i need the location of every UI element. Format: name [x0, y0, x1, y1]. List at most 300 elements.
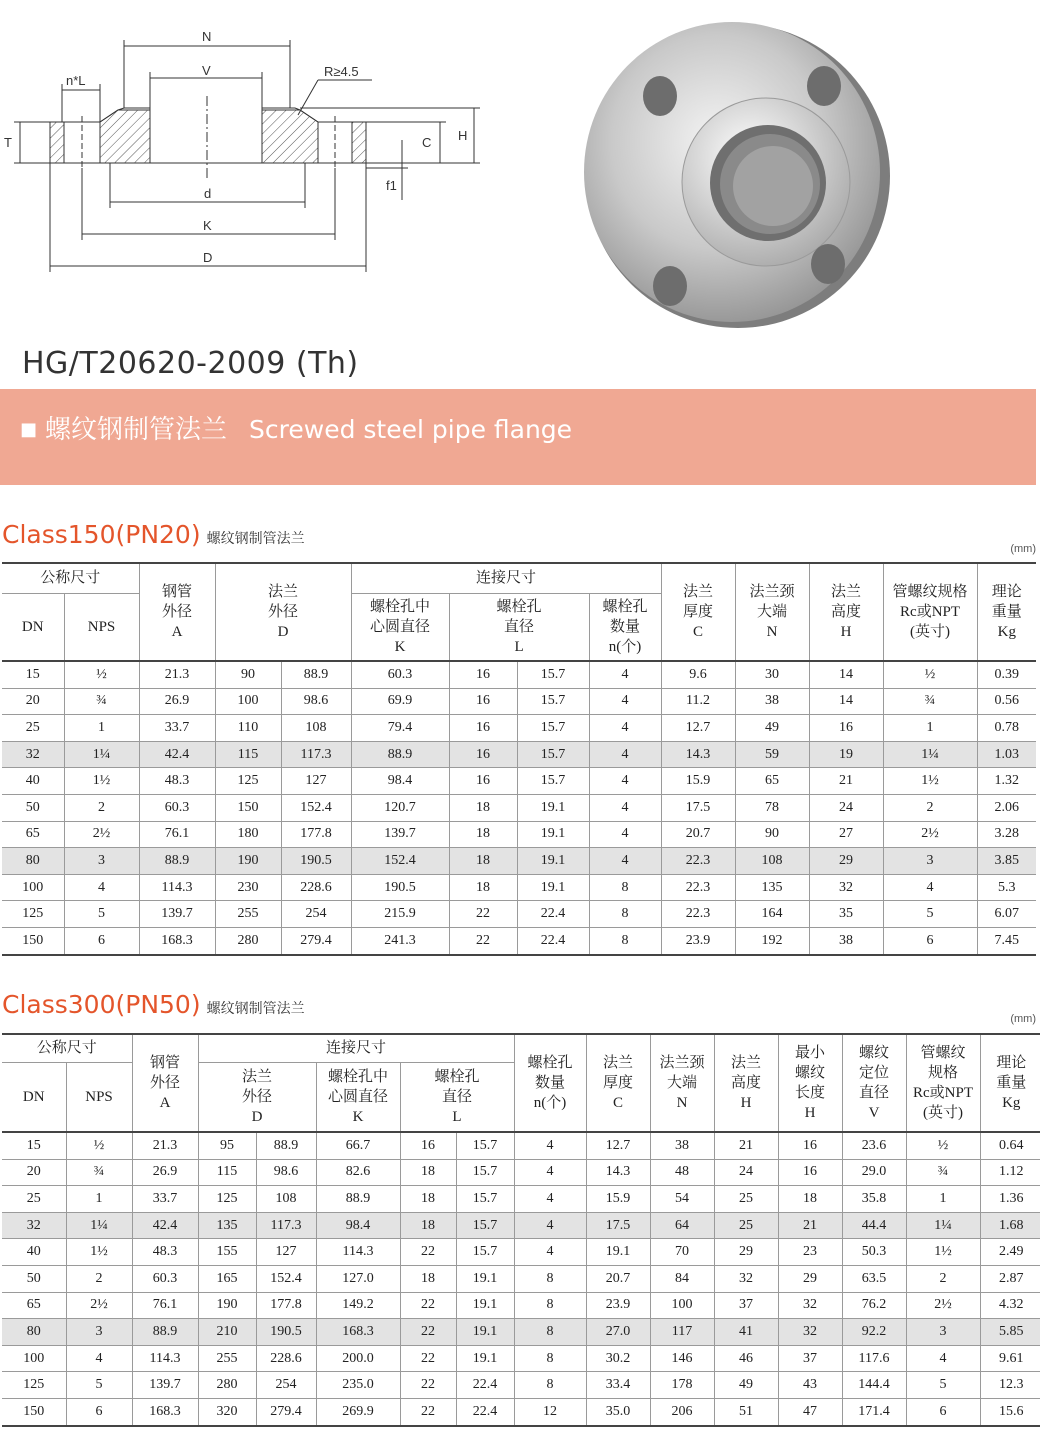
table-cell: 22.3 — [661, 901, 735, 928]
table-cell: 127 — [281, 768, 351, 795]
table-row — [2, 661, 1036, 688]
table-cell: 1.12 — [980, 1159, 1040, 1186]
table-cell: 155 — [198, 1239, 256, 1266]
header-nps: NPS — [66, 1062, 132, 1132]
table-cell: 210 — [198, 1319, 256, 1346]
label-N: N — [202, 29, 212, 44]
table-row — [2, 715, 1036, 742]
header-thread-pos: 螺纹 定位 直径 V — [842, 1034, 906, 1132]
label-C: C — [422, 135, 432, 150]
table-cell: 5 — [64, 901, 139, 928]
header-thickness: 法兰 厚度 C — [586, 1034, 650, 1132]
table-cell: 22 — [400, 1345, 456, 1372]
table-cell: 42.4 — [139, 741, 215, 768]
table-cell: 88.9 — [256, 1132, 316, 1159]
table-cell: 4 — [514, 1132, 586, 1159]
table-cell: 23.6 — [842, 1132, 906, 1159]
table-cell: 19.1 — [517, 821, 589, 848]
table-row — [2, 874, 1036, 901]
table-cell: 2½ — [66, 1292, 132, 1319]
table-cell: 1½ — [64, 768, 139, 795]
class300-heading — [2, 990, 305, 1019]
table-cell: 88.9 — [316, 1186, 400, 1213]
table-cell: 88.9 — [351, 741, 449, 768]
header-thread: 管螺纹 规格 Rc或NPT (英寸) — [906, 1034, 980, 1132]
table-cell: 22 — [400, 1372, 456, 1399]
table-cell: 1.68 — [980, 1212, 1040, 1239]
table-cell: 82.6 — [316, 1159, 400, 1186]
table-cell: 8 — [514, 1345, 586, 1372]
header-neck: 法兰颈 大端 N — [735, 563, 809, 661]
table-cell: 32 — [2, 741, 64, 768]
table-cell: 235.0 — [316, 1372, 400, 1399]
table-cell: 40 — [2, 1239, 66, 1266]
table-cell: 2 — [906, 1265, 980, 1292]
table-cell: 44.4 — [842, 1212, 906, 1239]
table-cell: 14 — [809, 688, 883, 715]
table-cell: 8 — [589, 874, 661, 901]
table-cell: 42.4 — [132, 1212, 198, 1239]
header-bolt-hole: 螺栓孔 直径 L — [449, 593, 589, 661]
table-cell: 117.6 — [842, 1345, 906, 1372]
table-cell: 33.7 — [139, 715, 215, 742]
table-cell: 150 — [2, 1398, 66, 1425]
table-cell: 50 — [2, 794, 64, 821]
table-cell: 23 — [778, 1239, 842, 1266]
table-cell: 19.1 — [517, 874, 589, 901]
banner-title-zh: 螺纹钢制管法兰 — [45, 415, 228, 445]
table-cell: 38 — [650, 1132, 714, 1159]
table-cell: 3.85 — [977, 848, 1036, 875]
table-cell: 22.4 — [456, 1372, 514, 1399]
header-pipe-od: 钢管 外径 A — [139, 563, 215, 661]
table-cell: 255 — [198, 1345, 256, 1372]
table-cell: 3 — [66, 1319, 132, 1346]
table-cell: 125 — [198, 1186, 256, 1213]
table-cell: ½ — [883, 661, 977, 688]
table-cell: 14.3 — [661, 741, 735, 768]
table-cell: 98.4 — [351, 768, 449, 795]
table-cell: 12 — [514, 1398, 586, 1425]
table-cell: 16 — [449, 688, 517, 715]
table-cell: 320 — [198, 1398, 256, 1425]
header-bolt-circle: 螺栓孔中 心圆直径 K — [351, 593, 449, 661]
table-cell: 98.6 — [256, 1159, 316, 1186]
table-cell: 4 — [589, 715, 661, 742]
table-cell: 4 — [66, 1345, 132, 1372]
table-cell: 114.3 — [316, 1239, 400, 1266]
table-cell: ½ — [66, 1132, 132, 1159]
label-f1: f1 — [386, 178, 397, 193]
table-cell: 1.32 — [977, 768, 1036, 795]
header-height: 法兰 高度 H — [714, 1034, 778, 1132]
table-cell: ¾ — [883, 688, 977, 715]
table-cell: 18 — [400, 1186, 456, 1213]
table-cell: 200.0 — [316, 1345, 400, 1372]
table-cell: 2½ — [906, 1292, 980, 1319]
table-cell: 0.78 — [977, 715, 1036, 742]
table-cell: 100 — [650, 1292, 714, 1319]
table-cell: 171.4 — [842, 1398, 906, 1425]
bullet-square-icon: ■ — [20, 419, 38, 440]
table-cell: 15.9 — [586, 1186, 650, 1213]
table-cell: 9.61 — [980, 1345, 1040, 1372]
table-cell: 16 — [778, 1132, 842, 1159]
table-cell: 2 — [883, 794, 977, 821]
table-cell: 1 — [906, 1186, 980, 1213]
table-cell: 15.7 — [456, 1212, 514, 1239]
table-cell: 127.0 — [316, 1265, 400, 1292]
table-cell: 168.3 — [316, 1319, 400, 1346]
class300-unit: (mm) — [1010, 1013, 1036, 1025]
table-cell: 22 — [449, 901, 517, 928]
table-cell: 4.32 — [980, 1292, 1040, 1319]
table-cell: 21 — [778, 1212, 842, 1239]
table-cell: 15.6 — [980, 1398, 1040, 1425]
table-cell: 18 — [778, 1186, 842, 1213]
table-cell: 15.7 — [456, 1159, 514, 1186]
header-bolt-circle: 螺栓孔中 心圆直径 K — [316, 1062, 400, 1132]
table-cell: 228.6 — [256, 1345, 316, 1372]
table-cell: 22 — [400, 1292, 456, 1319]
table-cell: 135 — [735, 874, 809, 901]
table-cell: 254 — [256, 1372, 316, 1399]
table-cell: 178 — [650, 1372, 714, 1399]
table-cell: 4 — [589, 741, 661, 768]
table-cell: 19.1 — [456, 1292, 514, 1319]
table-cell: 4 — [64, 874, 139, 901]
table-cell: 60.3 — [139, 794, 215, 821]
table-cell: 177.8 — [256, 1292, 316, 1319]
table-cell: 190 — [198, 1292, 256, 1319]
table-cell: 144.4 — [842, 1372, 906, 1399]
table-cell: 90 — [735, 821, 809, 848]
table-cell: 4 — [589, 688, 661, 715]
table-cell: 280 — [215, 927, 281, 954]
table-cell: 51 — [714, 1398, 778, 1425]
table-cell: 1 — [64, 715, 139, 742]
table-cell: 15.7 — [456, 1132, 514, 1159]
table-cell: 50 — [2, 1265, 66, 1292]
table-cell: 20.7 — [661, 821, 735, 848]
table-cell: 20.7 — [586, 1265, 650, 1292]
table-cell: 16 — [449, 715, 517, 742]
table-cell: 2.87 — [980, 1265, 1040, 1292]
label-D: D — [203, 250, 213, 265]
table-cell: 165 — [198, 1265, 256, 1292]
table-cell: 27 — [809, 821, 883, 848]
table-cell: 19.1 — [456, 1345, 514, 1372]
table-cell: 1.03 — [977, 741, 1036, 768]
table-cell: 16 — [778, 1159, 842, 1186]
table-cell: 23.9 — [586, 1292, 650, 1319]
table-row — [2, 927, 1036, 954]
table-cell: 168.3 — [139, 927, 215, 954]
table-cell: 43 — [778, 1372, 842, 1399]
header-flange-od: 法兰 外径 D — [215, 563, 351, 661]
table-cell: 22 — [449, 927, 517, 954]
table-cell: 22.4 — [517, 927, 589, 954]
class150-unit: (mm) — [1010, 543, 1036, 555]
table-cell: 25 — [2, 715, 64, 742]
table-cell: 8 — [589, 901, 661, 928]
class150-heading — [2, 520, 305, 549]
header-connection: 连接尺寸 — [351, 563, 661, 593]
class300-subtitle: 螺纹钢制管法兰 — [206, 1001, 305, 1017]
label-H: H — [458, 128, 468, 143]
table-cell: 5 — [906, 1372, 980, 1399]
table-cell: 168.3 — [132, 1398, 198, 1425]
table-cell: 35.0 — [586, 1398, 650, 1425]
table-cell: 8 — [514, 1292, 586, 1319]
table-cell: 4 — [589, 768, 661, 795]
table-row — [2, 1159, 1040, 1186]
table-cell: 29 — [714, 1239, 778, 1266]
table-cell: 152.4 — [256, 1265, 316, 1292]
table-cell: ½ — [906, 1132, 980, 1159]
table-cell: 79.4 — [351, 715, 449, 742]
table-row — [2, 1292, 1040, 1319]
table-cell: 4 — [883, 874, 977, 901]
table-cell: 120.7 — [351, 794, 449, 821]
table-cell: 12.7 — [661, 715, 735, 742]
table-cell: 98.4 — [316, 1212, 400, 1239]
table-cell: 22 — [400, 1398, 456, 1425]
header-bolt-count: 螺栓孔 数量 n(个) — [514, 1034, 586, 1132]
header-connection: 连接尺寸 — [198, 1034, 514, 1062]
table-row — [2, 741, 1036, 768]
table-cell: 18 — [449, 794, 517, 821]
table-cell: 1½ — [66, 1239, 132, 1266]
table-cell: 8 — [514, 1265, 586, 1292]
table-cell: 1¼ — [64, 741, 139, 768]
table-cell: 2½ — [64, 821, 139, 848]
table-cell: 100 — [215, 688, 281, 715]
table-cell: 5 — [66, 1372, 132, 1399]
table-cell: 0.39 — [977, 661, 1036, 688]
table-cell: 76.1 — [132, 1292, 198, 1319]
table-cell: 63.5 — [842, 1265, 906, 1292]
table-cell: 149.2 — [316, 1292, 400, 1319]
table-cell: ¾ — [64, 688, 139, 715]
table-cell: 125 — [2, 901, 64, 928]
table-cell: 40 — [2, 768, 64, 795]
table-cell: 18 — [400, 1159, 456, 1186]
table-cell: 59 — [735, 741, 809, 768]
table-cell: 114.3 — [132, 1345, 198, 1372]
table-cell: 32 — [809, 874, 883, 901]
table-cell: 88.9 — [132, 1319, 198, 1346]
table-cell: 78 — [735, 794, 809, 821]
table-cell: 206 — [650, 1398, 714, 1425]
table-cell: 80 — [2, 848, 64, 875]
table-cell: 164 — [735, 901, 809, 928]
table-row — [2, 848, 1036, 875]
header-height: 法兰 高度 H — [809, 563, 883, 661]
table-cell: 190.5 — [256, 1319, 316, 1346]
table-cell: 115 — [198, 1159, 256, 1186]
table-cell: 1½ — [906, 1239, 980, 1266]
table-row — [2, 1345, 1040, 1372]
table-cell: 1¼ — [66, 1212, 132, 1239]
table-cell: 150 — [215, 794, 281, 821]
table-cell: 2 — [64, 794, 139, 821]
label-K: K — [203, 218, 212, 233]
table-cell: 15.7 — [517, 688, 589, 715]
table-cell: 254 — [281, 901, 351, 928]
table-cell: 17.5 — [661, 794, 735, 821]
table-row — [2, 901, 1036, 928]
flange-product-image — [570, 0, 900, 330]
banner-title-en: Screwed steel pipe flange — [249, 415, 573, 444]
table-cell: 15.7 — [456, 1186, 514, 1213]
table-cell: 65 — [735, 768, 809, 795]
table-cell: 6.07 — [977, 901, 1036, 928]
table-cell: 4 — [906, 1345, 980, 1372]
table-cell: 37 — [778, 1345, 842, 1372]
table-cell: 180 — [215, 821, 281, 848]
table-cell: 49 — [735, 715, 809, 742]
table-cell: 21.3 — [139, 661, 215, 688]
table-cell: 1½ — [883, 768, 977, 795]
table-cell: 2.06 — [977, 794, 1036, 821]
table-cell: 15.7 — [517, 715, 589, 742]
class150-title: Class150(PN20) — [2, 520, 201, 549]
table-cell: 190.5 — [281, 848, 351, 875]
table-cell: 117.3 — [281, 741, 351, 768]
table-cell: 29.0 — [842, 1159, 906, 1186]
table-cell: 6 — [883, 927, 977, 954]
table-cell: 14.3 — [586, 1159, 650, 1186]
table-cell: 30.2 — [586, 1345, 650, 1372]
title-banner — [0, 389, 1036, 485]
table-row — [2, 821, 1036, 848]
table-cell: 20 — [2, 688, 64, 715]
header-pipe-od: 钢管 外径 A — [132, 1034, 198, 1132]
table-cell: 114.3 — [139, 874, 215, 901]
table-cell: 8 — [514, 1319, 586, 1346]
table-cell: 22 — [400, 1319, 456, 1346]
table-cell: 46 — [714, 1345, 778, 1372]
table-cell: 1¼ — [883, 741, 977, 768]
header-bolt-count: 螺栓孔 数量 n(个) — [589, 593, 661, 661]
table-cell: 33.7 — [132, 1186, 198, 1213]
table-cell: 60.3 — [132, 1265, 198, 1292]
table-cell: 26.9 — [139, 688, 215, 715]
table-cell: 47 — [778, 1398, 842, 1425]
table-row — [2, 794, 1036, 821]
header-flange-od: 法兰 外径 D — [198, 1062, 316, 1132]
label-nL: n*L — [66, 73, 86, 88]
table-cell: 24 — [714, 1159, 778, 1186]
table-cell: 19 — [809, 741, 883, 768]
table-cell: 108 — [256, 1186, 316, 1213]
table-cell: ½ — [64, 661, 139, 688]
table-cell: 150 — [2, 927, 64, 954]
table-cell: 95 — [198, 1132, 256, 1159]
table-cell: 23.9 — [661, 927, 735, 954]
table-cell: 20 — [2, 1159, 66, 1186]
table-cell: 146 — [650, 1345, 714, 1372]
table-cell: 35 — [809, 901, 883, 928]
table-row — [2, 1212, 1040, 1239]
table-cell: 88.9 — [139, 848, 215, 875]
table-cell: 100 — [2, 1345, 66, 1372]
table-cell: 6 — [906, 1398, 980, 1425]
header-dn: DN — [2, 593, 64, 661]
table-cell: 21.3 — [132, 1132, 198, 1159]
header-nps: NPS — [64, 593, 139, 661]
table-cell: 190.5 — [351, 874, 449, 901]
table-cell: 48 — [650, 1159, 714, 1186]
table-row — [2, 1132, 1040, 1159]
table-cell: 5.3 — [977, 874, 1036, 901]
table-cell: 38 — [809, 927, 883, 954]
table-cell: 241.3 — [351, 927, 449, 954]
table-cell: 1.36 — [980, 1186, 1040, 1213]
table-cell: 139.7 — [132, 1372, 198, 1399]
table-cell: 4 — [514, 1159, 586, 1186]
label-T: T — [4, 135, 12, 150]
table-cell: 15.7 — [517, 741, 589, 768]
table-cell: 139.7 — [139, 901, 215, 928]
table-cell: 50.3 — [842, 1239, 906, 1266]
table-cell: 16 — [809, 715, 883, 742]
table-cell: 25 — [714, 1212, 778, 1239]
table-cell: 84 — [650, 1265, 714, 1292]
table-cell: 152.4 — [351, 848, 449, 875]
header-bolt-hole: 螺栓孔 直径 L — [400, 1062, 514, 1132]
table-cell: 1¼ — [906, 1212, 980, 1239]
table-cell: 228.6 — [281, 874, 351, 901]
class150-table — [2, 562, 1036, 956]
table-cell: 15 — [2, 1132, 66, 1159]
header-dn: DN — [2, 1062, 66, 1132]
table-cell: 279.4 — [281, 927, 351, 954]
header-weight: 理论 重量 Kg — [977, 563, 1036, 661]
table-row — [2, 1319, 1040, 1346]
table-cell: 69.9 — [351, 688, 449, 715]
table-cell: 4 — [514, 1239, 586, 1266]
table-row — [2, 768, 1036, 795]
table-cell: 6 — [64, 927, 139, 954]
table-cell: 19.1 — [517, 848, 589, 875]
table-cell: 11.2 — [661, 688, 735, 715]
table-cell: 41 — [714, 1319, 778, 1346]
table-cell: 18 — [449, 848, 517, 875]
table-cell: 19.1 — [517, 794, 589, 821]
table-cell: 2½ — [883, 821, 977, 848]
table-cell: 1 — [66, 1186, 132, 1213]
table-cell: 192 — [735, 927, 809, 954]
class300-table — [2, 1033, 1040, 1427]
table-cell: 125 — [215, 768, 281, 795]
table-cell: 8 — [514, 1372, 586, 1399]
table-cell: 24 — [809, 794, 883, 821]
label-d: d — [204, 186, 212, 201]
table-cell: 7.45 — [977, 927, 1036, 954]
table-cell: 98.6 — [281, 688, 351, 715]
table-cell: 255 — [215, 901, 281, 928]
table-cell: 35.8 — [842, 1186, 906, 1213]
header-neck: 法兰颈 大端 N — [650, 1034, 714, 1132]
table-cell: 18 — [400, 1212, 456, 1239]
table-cell: 4 — [589, 794, 661, 821]
table-cell: 177.8 — [281, 821, 351, 848]
table-cell: 5 — [883, 901, 977, 928]
table-cell: 19.1 — [456, 1319, 514, 1346]
class300-title: Class300(PN50) — [2, 990, 201, 1019]
